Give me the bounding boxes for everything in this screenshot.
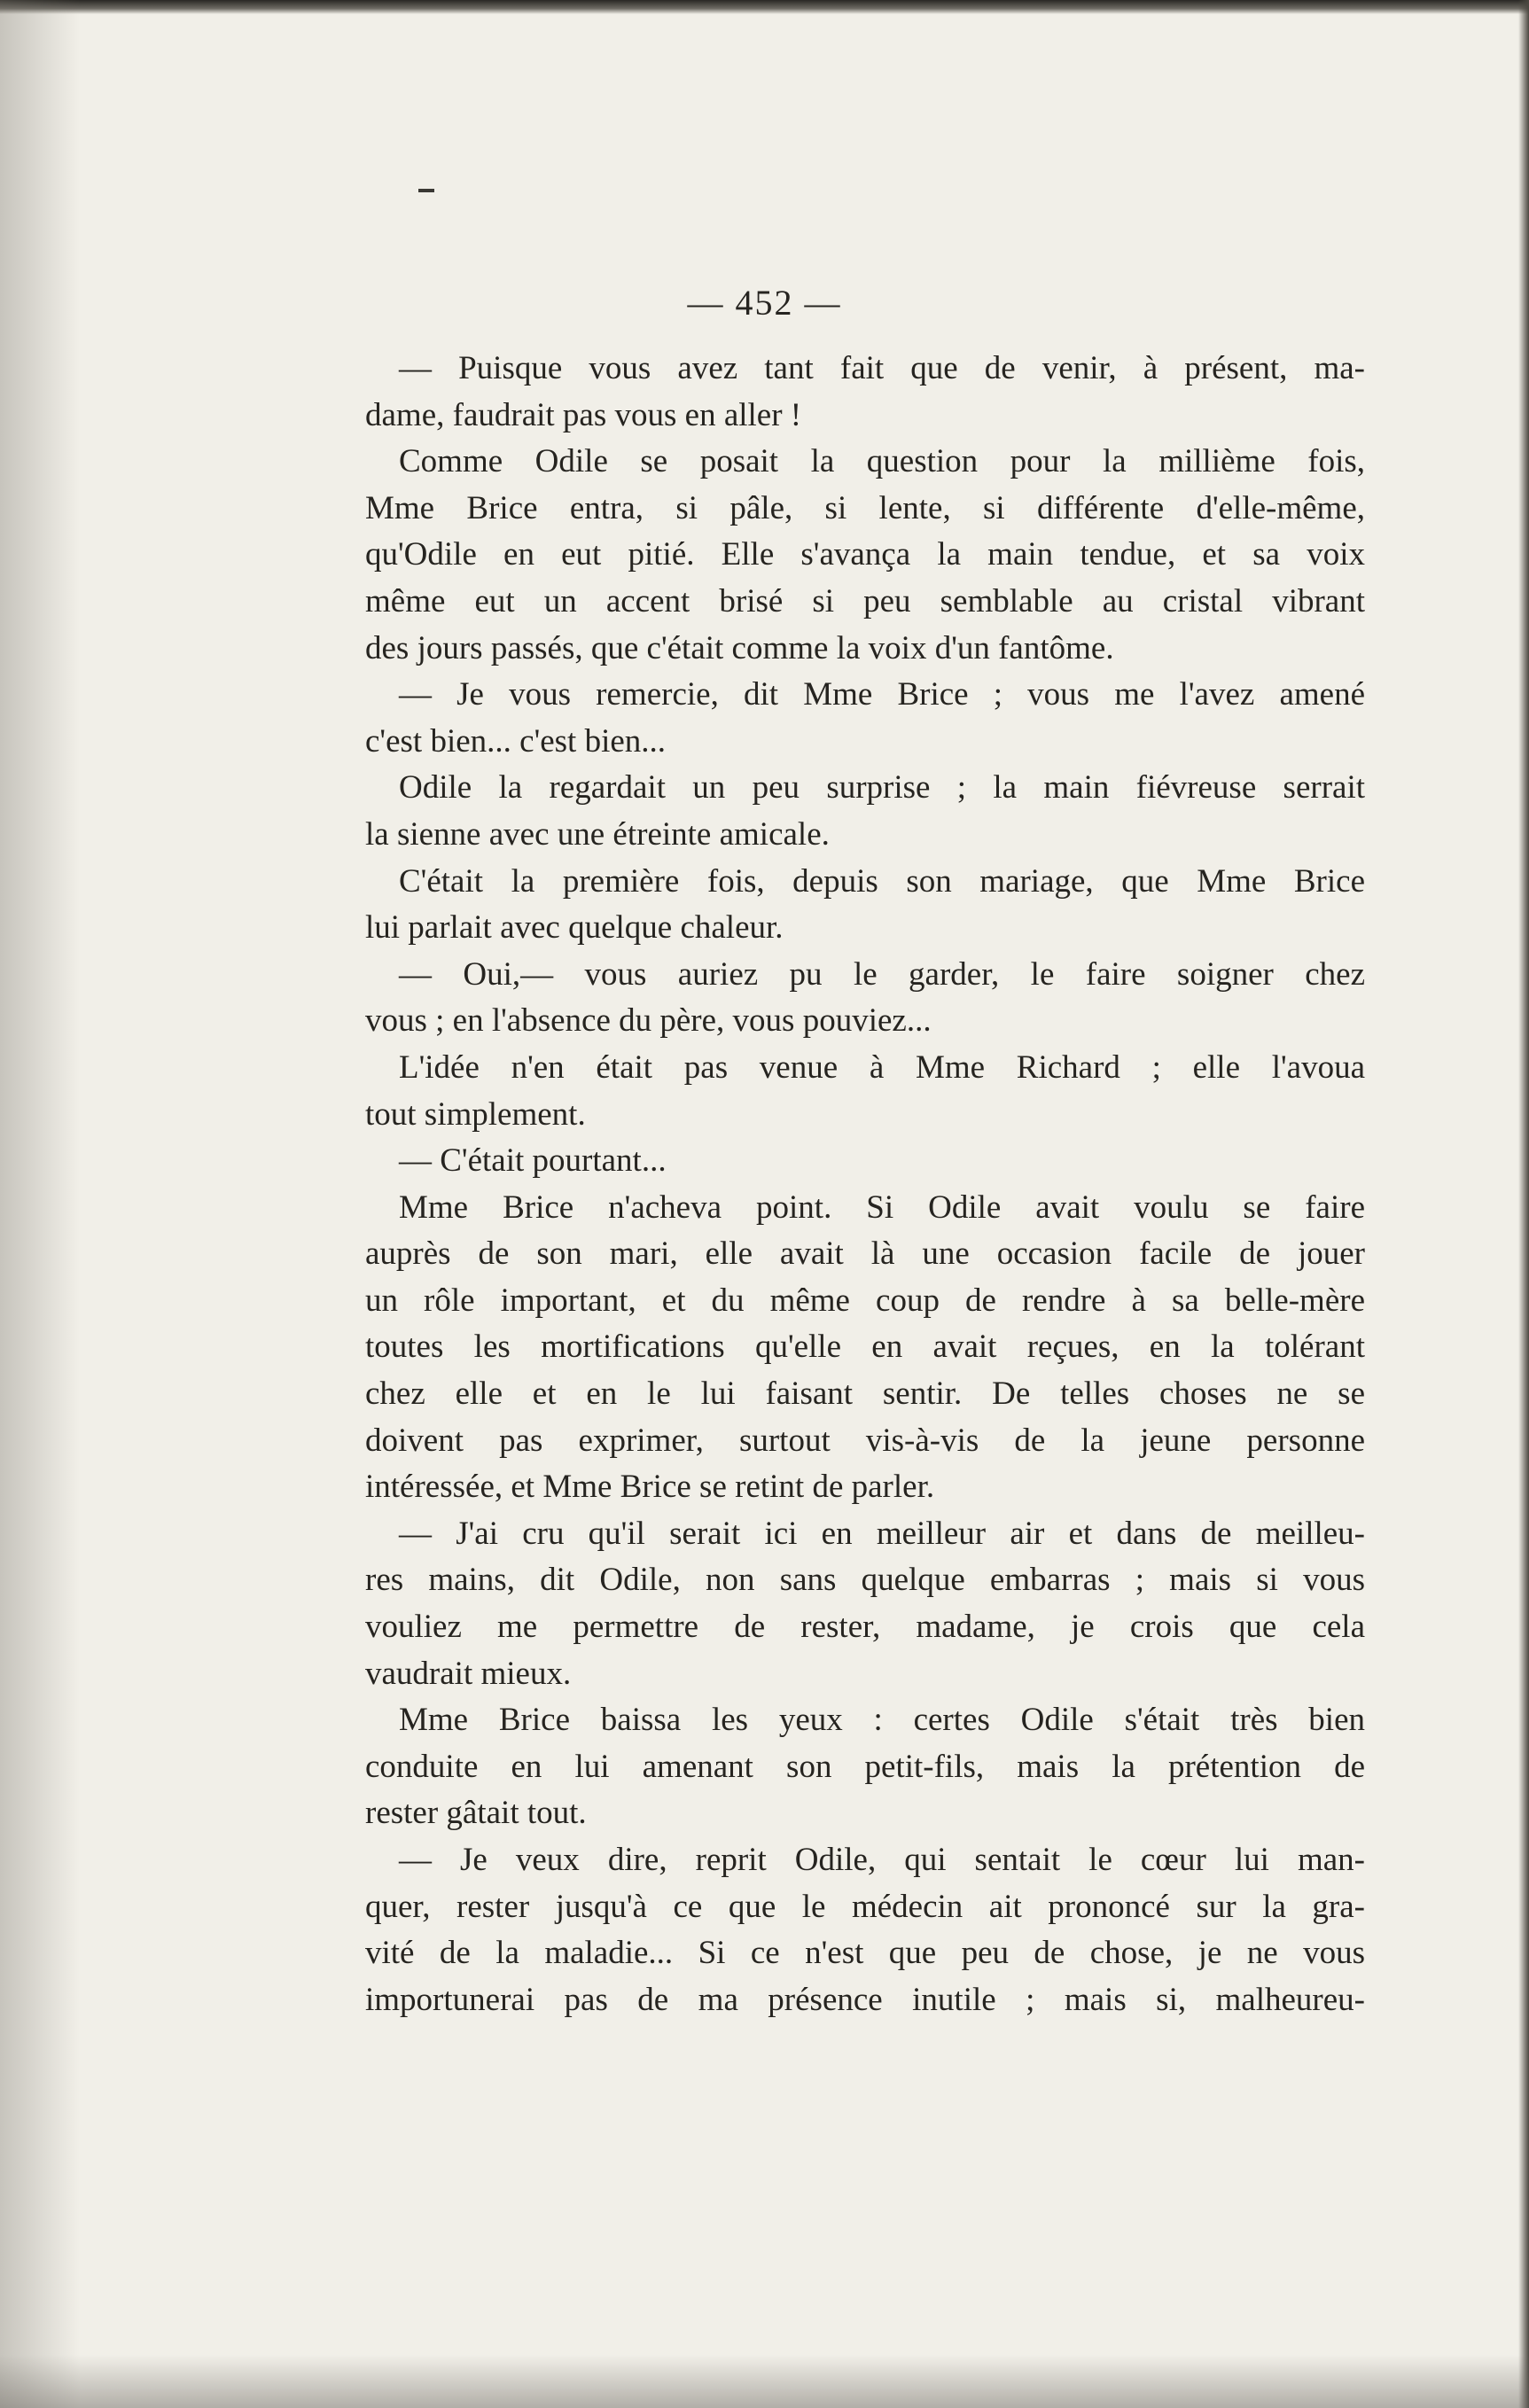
text-line: qu'Odile en eut pitié. Elle s'avança la main tendue, et sa voix: [365, 536, 1365, 573]
text-line: rester gâtait tout.: [365, 1795, 587, 1832]
text-line: Odile la regardait un peu surprise ; la main fiévreuse serrait: [399, 769, 1365, 807]
text-line: Comme Odile se posait la question pour la millième fois,: [399, 443, 1365, 480]
text-line: chez elle et en le lui faisant sentir. De telles choses ne se: [365, 1375, 1365, 1413]
text-line: intéressée, et Mme Brice se retint de parler.: [365, 1469, 935, 1506]
stray-mark: [418, 189, 434, 192]
text-line: même eut un accent brisé si peu semblable au cristal vibrant: [365, 582, 1365, 620]
page-body: [365, 346, 1365, 2023]
text-line: — Je vous remercie, dit Mme Brice ; vous me l'avez amené: [399, 676, 1365, 713]
text-line: — J'ai cru qu'il serait ici en meilleur air et dans de meilleu-: [399, 1515, 1365, 1552]
text-line: vaudrait mieux.: [365, 1655, 572, 1692]
scan-right-edge: [1518, 0, 1529, 2408]
text-line: — C'était pourtant...: [399, 1142, 667, 1180]
text-line: quer, rester jusqu'à ce que le médecin ait prononcé sur la gra-: [365, 1888, 1365, 1925]
text-line: vouliez me permettre de rester, madame, je crois que cela: [365, 1609, 1365, 1646]
text-line: dame, faudrait pas vous en aller !: [365, 396, 802, 433]
scan-top-edge: [0, 0, 1529, 14]
text-line: un rôle important, et du même coup de rendre à sa belle-mère: [365, 1282, 1365, 1319]
text-line: C'était la première fois, depuis son mariage, que Mme Brice: [399, 862, 1365, 900]
text-line: — Oui,— vous auriez pu le garder, le faire soigner chez: [399, 955, 1365, 993]
text-line: vité de la maladie... Si ce n'est que peu de chose, je ne vous: [365, 1935, 1365, 1972]
text-line: res mains, dit Odile, non sans quelque embarras ; mais si vous: [365, 1562, 1365, 1599]
text-line: L'idée n'en était pas venue à Mme Richard ; elle l'avoua: [399, 1048, 1365, 1086]
scan-bottom-edge: [0, 2355, 1529, 2408]
text-line: lui parlait avec quelque chaleur.: [365, 909, 784, 947]
text-line: tout simplement.: [365, 1095, 586, 1133]
text-line: Mme Brice entra, si pâle, si lente, si différente d'elle-même,: [365, 489, 1365, 526]
text-line: Mme Brice n'acheva point. Si Odile avait voulu se faire: [399, 1188, 1365, 1226]
text-line: importunerai pas de ma présence inutile ; mais si, malheureu-: [365, 1981, 1365, 2018]
scan-left-edge: [0, 0, 80, 2408]
text-line: conduite en lui amenant son petit-fils, mais la prétention de: [365, 1748, 1365, 1785]
text-line: doivent pas exprimer, surtout vis-à-vis de la jeune personne: [365, 1422, 1365, 1459]
text-line: — Je veux dire, reprit Odile, qui sentait le cœur lui man-: [399, 1842, 1365, 1878]
text-line: vous ; en l'absence du père, vous pouviez...: [365, 1002, 932, 1040]
text-line: — Puisque vous avez tant fait que de venir, à présent, ma-: [399, 350, 1365, 386]
page-number: — 452 —: [687, 283, 842, 323]
text-line: toutes les mortifications qu'elle en avait reçues, en la tolérant: [365, 1329, 1365, 1366]
text-line: c'est bien... c'est bien...: [365, 722, 667, 760]
text-line: Mme Brice baissa les yeux : certes Odile s'était très bien: [399, 1702, 1365, 1739]
text-line: auprès de son mari, elle avait là une occasion facile de jouer: [365, 1235, 1365, 1273]
text-line: la sienne avec une étreinte amicale.: [365, 815, 830, 853]
text-line: des jours passés, que c'était comme la voix d'un fantôme.: [365, 629, 1114, 666]
